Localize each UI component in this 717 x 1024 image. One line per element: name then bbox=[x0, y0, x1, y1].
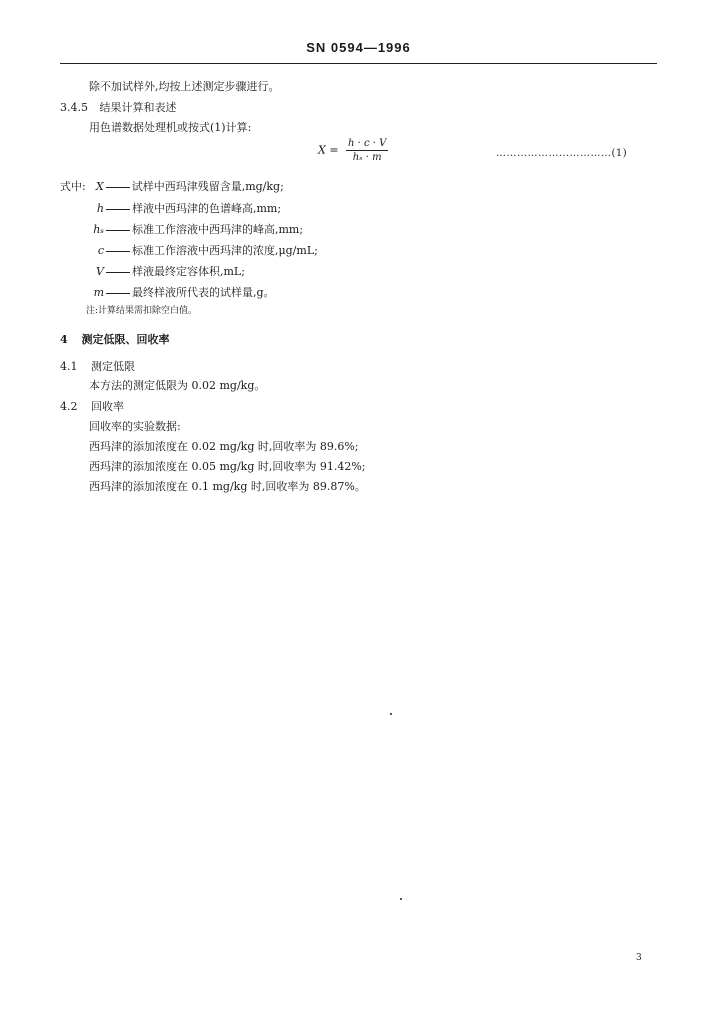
dash bbox=[106, 251, 130, 252]
variable-desc: 试样中西玛津残留含量,mg/kg; bbox=[131, 180, 284, 193]
dash bbox=[106, 293, 130, 294]
variable-row bbox=[86, 263, 245, 279]
header-rule bbox=[60, 63, 657, 64]
section-title: 测定低限、回收率 bbox=[81, 333, 170, 346]
dash bbox=[106, 230, 130, 231]
variable-desc: 标准工作溶液中西玛津的峰高,mm; bbox=[132, 223, 304, 236]
standard-code: SN 0594—1996 bbox=[306, 40, 411, 55]
variable-desc: 样液中西玛津的色谱峰高,mm; bbox=[132, 202, 282, 215]
variable-key: X bbox=[95, 180, 104, 193]
section-number: 4 bbox=[60, 333, 68, 346]
formula-lhs: X = bbox=[318, 143, 339, 157]
variable-key: h bbox=[96, 202, 104, 215]
scan-speck bbox=[400, 898, 402, 900]
page-number: 3 bbox=[636, 953, 642, 963]
section-4-2-heading bbox=[60, 398, 124, 414]
scan-speck bbox=[390, 713, 392, 715]
dash bbox=[106, 187, 130, 188]
section-number: 4.2 bbox=[60, 400, 78, 413]
section-number: 3.4.5 bbox=[60, 101, 88, 114]
equation-number: ……………………………(1) bbox=[496, 148, 628, 159]
section-title: 回收率 bbox=[91, 400, 124, 413]
recovery-line: 西玛津的添加浓度在 0.1 mg/kg 时,回收率为 89.87%。 bbox=[89, 480, 366, 493]
variable-key: c bbox=[97, 244, 104, 257]
dash bbox=[106, 272, 130, 273]
variable-desc: 最终样液所代表的试样量,g。 bbox=[132, 286, 275, 299]
variable-row bbox=[86, 221, 303, 237]
section-number: 4.1 bbox=[60, 360, 78, 373]
section-4-1-heading bbox=[60, 358, 135, 374]
intro-line: 除不加试样外,均按上述测定步骤进行。 bbox=[89, 80, 280, 93]
recovery-line: 西玛津的添加浓度在 0.02 mg/kg 时,回收率为 89.6%; bbox=[89, 440, 359, 453]
variable-row bbox=[86, 284, 275, 300]
variable-key: V bbox=[96, 265, 104, 278]
section-title: 结果计算和表述 bbox=[99, 101, 177, 114]
variable-key: hₛ bbox=[93, 223, 104, 236]
recovery-line: 西玛津的添加浓度在 0.05 mg/kg 时,回收率为 91.42%; bbox=[89, 460, 366, 473]
calc-intro: 用色谱数据处理机或按式(1)计算: bbox=[89, 121, 252, 134]
variable-key: m bbox=[93, 286, 104, 299]
section-title: 测定低限 bbox=[91, 360, 135, 373]
variable-row bbox=[86, 242, 318, 258]
where-prefix: 式中: bbox=[60, 180, 86, 193]
formula-numerator: h · c · V bbox=[348, 138, 387, 149]
detection-limit-text: 本方法的测定低限为 0.02 mg/kg。 bbox=[89, 379, 266, 392]
formula-denominator: hₛ · m bbox=[352, 152, 382, 163]
variable-desc: 标准工作溶液中西玛津的浓度,μg/mL; bbox=[132, 244, 318, 257]
section-3-4-5-heading bbox=[60, 99, 177, 115]
variable-desc: 样液最终定容体积,mL; bbox=[132, 265, 245, 278]
variable-row bbox=[86, 200, 281, 216]
note: 注:计算结果需扣除空白值。 bbox=[86, 306, 198, 316]
formula bbox=[318, 138, 388, 163]
formula-fraction bbox=[346, 138, 388, 163]
variable-row bbox=[60, 178, 284, 194]
section-4-heading bbox=[60, 331, 170, 347]
recovery-intro: 回收率的实验数据: bbox=[89, 420, 181, 433]
dash bbox=[106, 209, 130, 210]
